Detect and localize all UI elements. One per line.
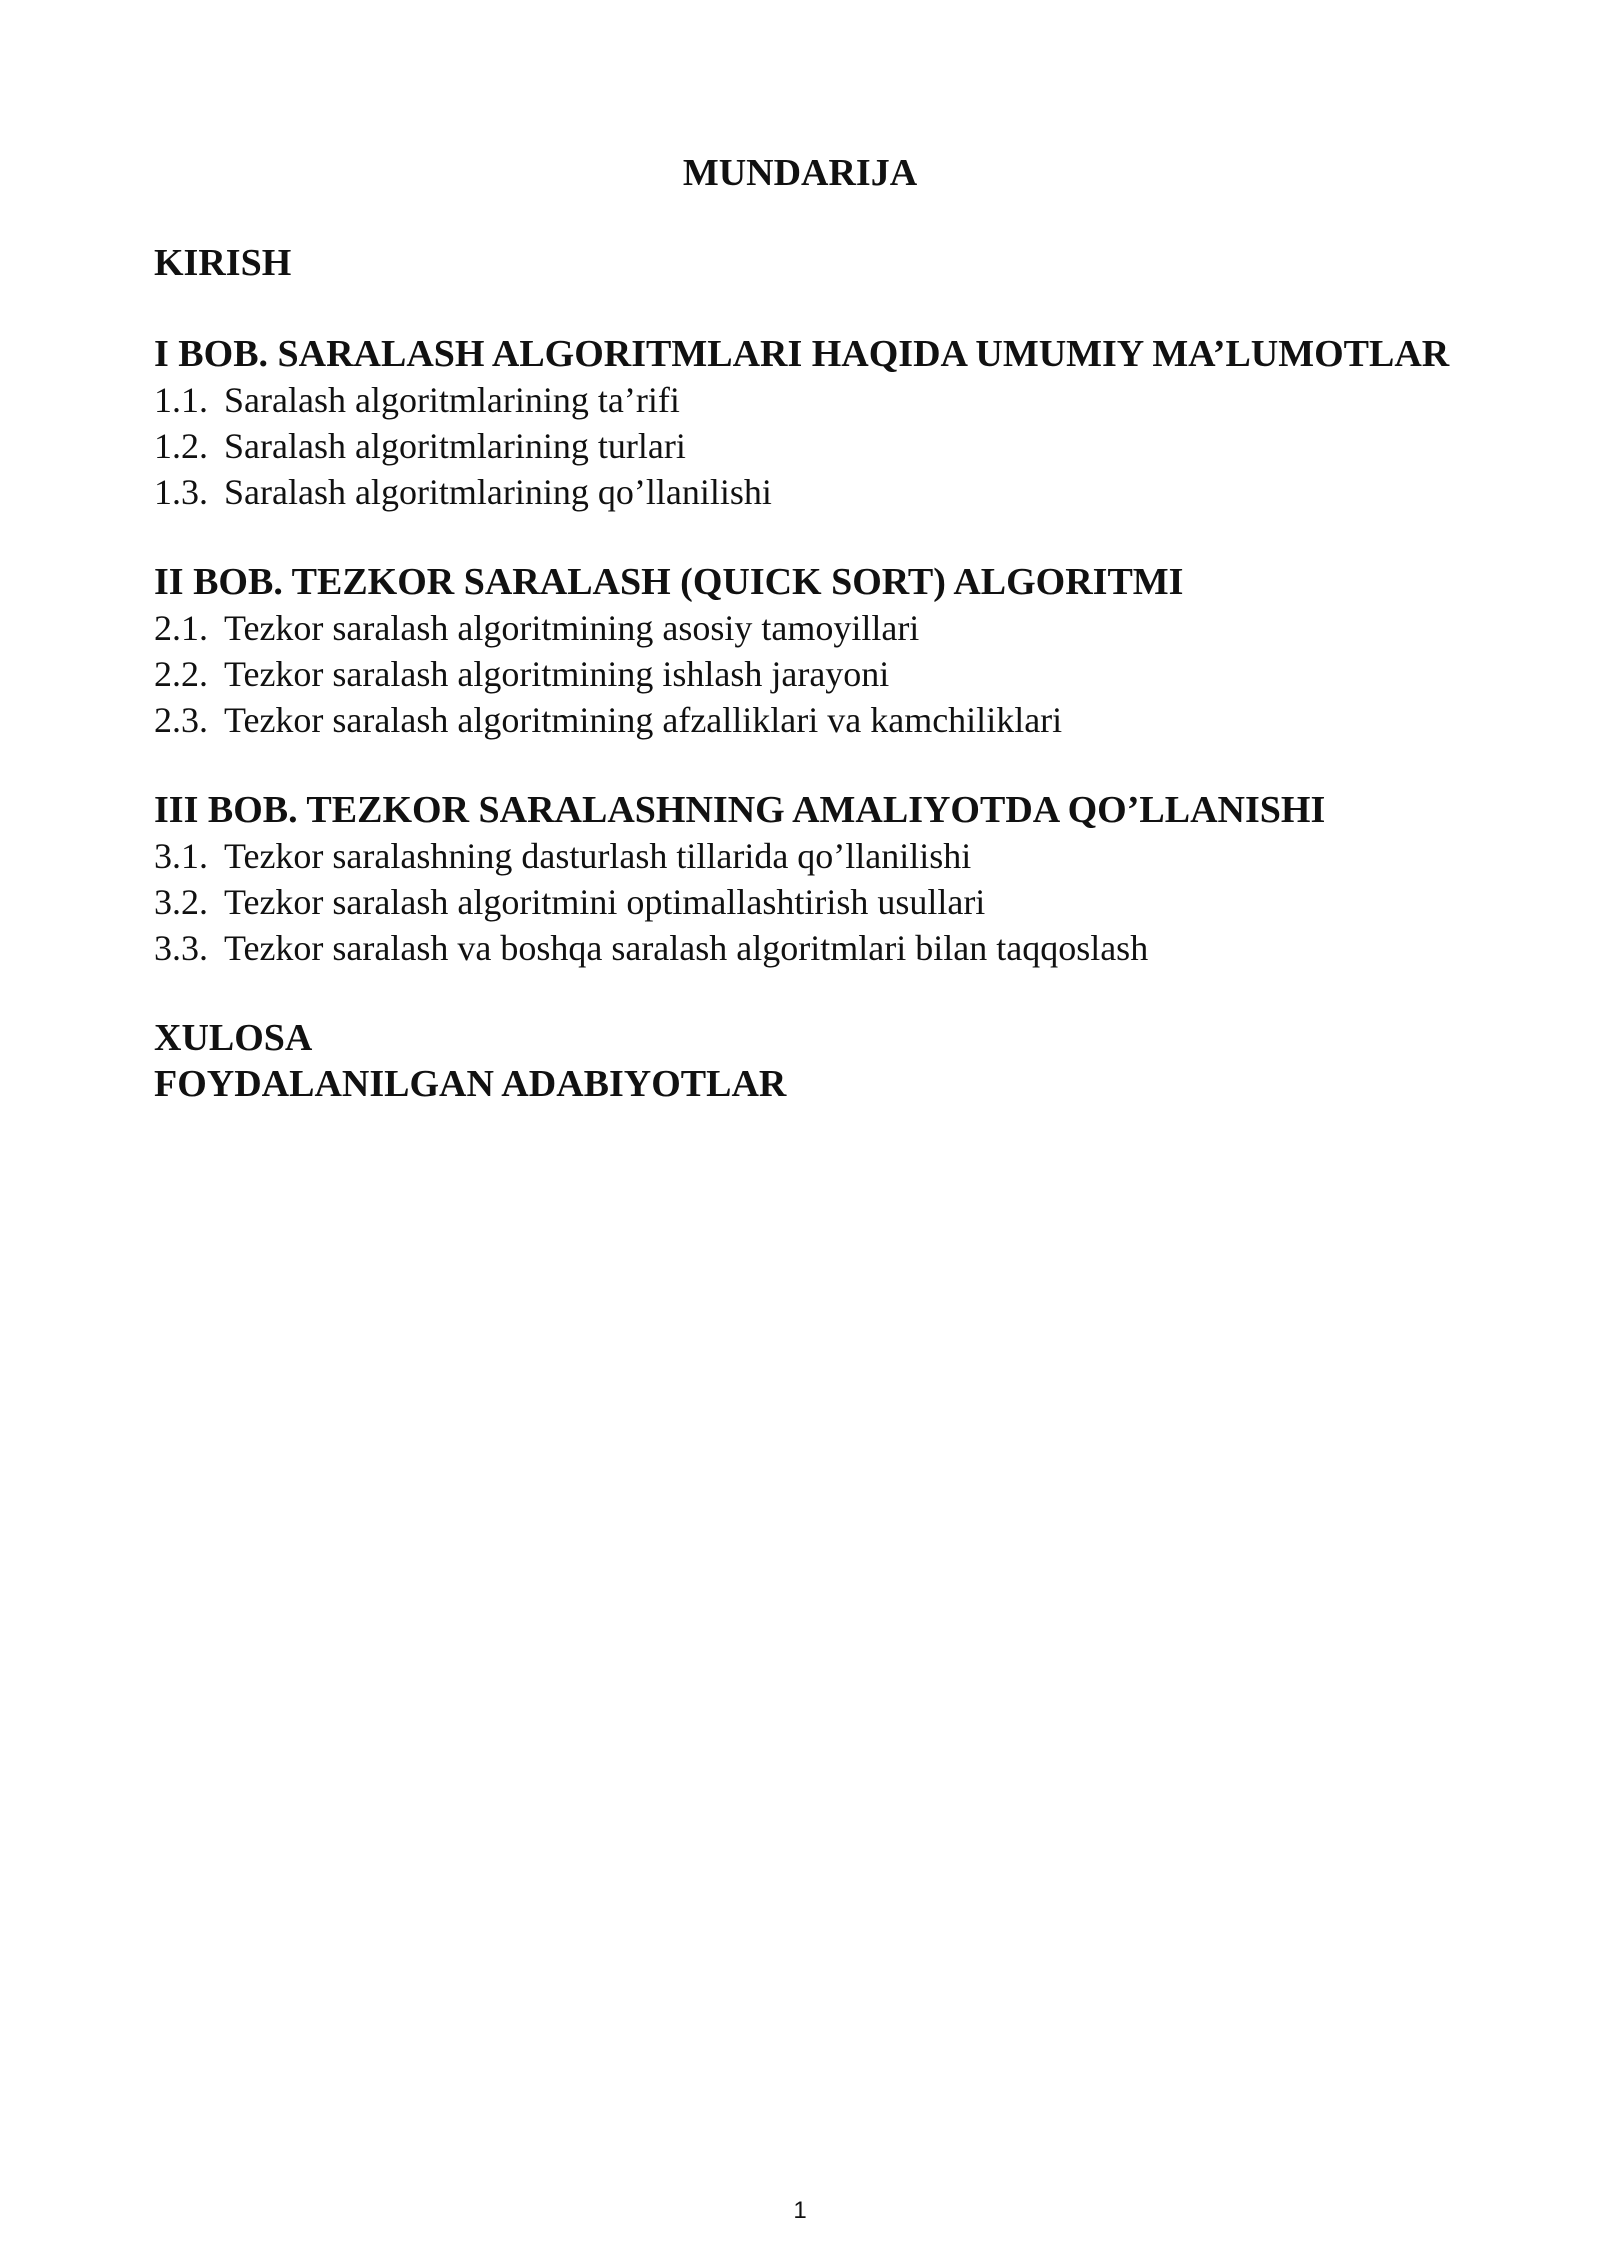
toc-section-item bbox=[154, 423, 1474, 469]
toc-chapter-3 bbox=[154, 787, 1474, 971]
chapter-heading: II BOB. TEZKOR SARALASH (QUICK SORT) ALGORITMI bbox=[154, 561, 1184, 603]
toc-section-item bbox=[154, 605, 1474, 651]
toc-section-item bbox=[154, 697, 1474, 743]
toc-section-item bbox=[154, 377, 1474, 423]
toc-chapter-2 bbox=[154, 559, 1474, 743]
section-title: Saralash algoritmlarining ta’rifi bbox=[224, 380, 680, 420]
toc-section-item bbox=[154, 925, 1474, 971]
toc-section-item bbox=[154, 651, 1474, 697]
section-title: Tezkor saralash algoritmining asosiy tamoyillari bbox=[224, 608, 920, 648]
section-number: 3.3. bbox=[154, 928, 208, 968]
toc-chapter-1 bbox=[154, 331, 1474, 515]
section-number: 2.3. bbox=[154, 700, 208, 740]
section-title: Tezkor saralash algoritmining afzalliklari va kamchiliklari bbox=[224, 700, 1063, 740]
toc-conclusion-heading: XULOSA bbox=[154, 1017, 313, 1059]
section-title: Saralash algoritmlarining turlari bbox=[224, 426, 686, 466]
section-number: 1.3. bbox=[154, 472, 208, 512]
section-title: Tezkor saralashning dasturlash tillarida qo’llanilishi bbox=[224, 836, 972, 876]
section-number: 3.2. bbox=[154, 882, 208, 922]
section-number: 1.1. bbox=[154, 380, 208, 420]
page-number: 1 bbox=[793, 2197, 807, 2224]
toc-section-item bbox=[154, 833, 1474, 879]
toc-references-heading: FOYDALANILGAN ADABIYOTLAR bbox=[154, 1063, 787, 1105]
section-number: 1.2. bbox=[154, 426, 208, 466]
section-number: 2.1. bbox=[154, 608, 208, 648]
section-title: Saralash algoritmlarining qo’llanilishi bbox=[224, 472, 772, 512]
section-title: Tezkor saralash algoritmini optimallashtirish usullari bbox=[224, 882, 986, 922]
toc-intro-heading: KIRISH bbox=[154, 242, 292, 284]
table-of-contents bbox=[154, 240, 1474, 1107]
section-title: Tezkor saralash algoritmining ishlash jarayoni bbox=[224, 654, 890, 694]
section-number: 2.2. bbox=[154, 654, 208, 694]
toc-section-item bbox=[154, 469, 1474, 515]
chapter-heading: I BOB. SARALASH ALGORITMLARI HAQIDA UMUMIY MA’LUMOTLAR bbox=[154, 333, 1450, 375]
section-title: Tezkor saralash va boshqa saralash algoritmlari bilan taqqoslash bbox=[224, 928, 1149, 968]
section-number: 3.1. bbox=[154, 836, 208, 876]
chapter-heading: III BOB. TEZKOR SARALASHNING AMALIYOTDA QO’LLANISHI bbox=[154, 789, 1326, 831]
toc-section-item bbox=[154, 879, 1474, 925]
page-title: MUNDARIJA bbox=[682, 152, 918, 194]
